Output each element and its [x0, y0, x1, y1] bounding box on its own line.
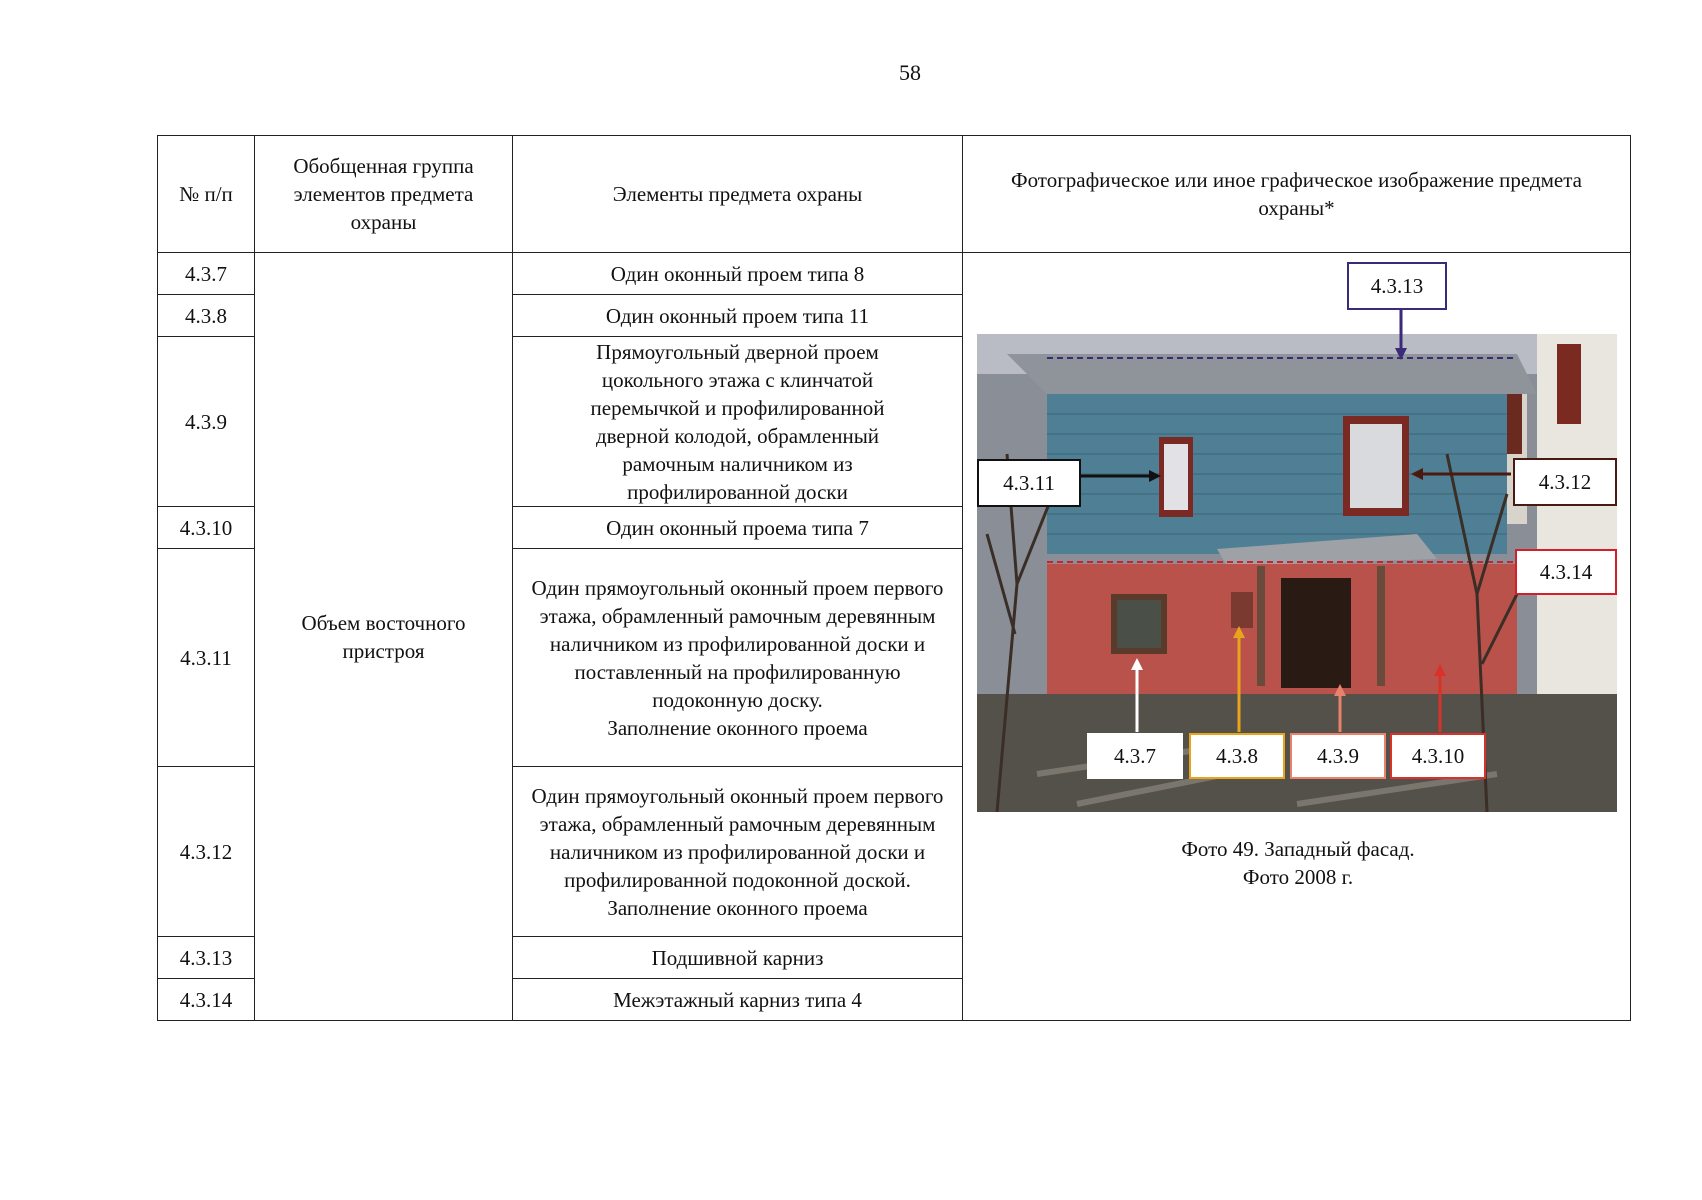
row-num: 4.3.14 [158, 979, 255, 1021]
row-num: 4.3.9 [158, 337, 255, 507]
row-element: Один оконный проема типа 7 [513, 507, 963, 549]
callout-4-3-12: 4.3.12 [1513, 458, 1617, 506]
row-element: Межэтажный карниз типа 4 [513, 979, 963, 1021]
row-num: 4.3.10 [158, 507, 255, 549]
row-num: 4.3.12 [158, 767, 255, 937]
table-row [158, 253, 1631, 295]
row-element: Один оконный проем типа 8 [513, 253, 963, 295]
callout-4-3-7: 4.3.7 [1087, 733, 1183, 779]
group-cell: Объем восточного пристроя [255, 253, 513, 1021]
callout-4-3-8: 4.3.8 [1189, 733, 1285, 779]
page-number: 58 [899, 60, 921, 85]
arrow-4-3-13 [1395, 310, 1407, 360]
header-group: Обобщенная группа элементов предмета охраны [255, 136, 513, 253]
callout-4-3-13: 4.3.13 [1347, 262, 1447, 310]
row-num: 4.3.11 [158, 549, 255, 767]
row-element: Один оконный проем типа 11 [513, 295, 963, 337]
callout-4-3-14: 4.3.14 [1515, 549, 1617, 595]
photo-caption [963, 835, 1633, 891]
callout-4-3-10: 4.3.10 [1390, 733, 1486, 779]
row-element: Прямоугольный дверной проем цокольного этажа с клинчатой перемычкой и профилированной дверной колодой, обрамленный рамочным наличником из профилированной доски [513, 337, 963, 507]
callout-4-3-11: 4.3.11 [977, 459, 1081, 507]
row-element: Подшивной карниз [513, 937, 963, 979]
header-row [158, 136, 1631, 253]
header-elements: Элементы предмета охраны [513, 136, 963, 253]
caption-line-2: Фото 2008 г. [1242, 865, 1354, 889]
row-num: 4.3.13 [158, 937, 255, 979]
protection-table [157, 135, 1631, 1021]
row-num: 4.3.7 [158, 253, 255, 295]
callout-4-3-9: 4.3.9 [1290, 733, 1386, 779]
caption-line-1: Фото 49. Западный фасад. [1181, 837, 1415, 861]
row-element: Один прямоугольный оконный проем первого этажа, обрамленный рамочным деревянным наличником из профилированной доски и поставленный на профилированную подоконную доску. Заполнение оконного проема [513, 549, 963, 767]
header-image: Фотографическое или иное графическое изображение предмета охраны* [963, 136, 1631, 253]
row-element: Один прямоугольный оконный проем первого этажа, обрамленный рамочным деревянным наличником из профилированной доски и профилированной подоконной доской. Заполнение оконного проема [513, 767, 963, 937]
header-num: № п/п [158, 136, 255, 253]
photo-figure [963, 253, 1630, 1018]
photo-cell [963, 253, 1631, 1021]
row-num: 4.3.8 [158, 295, 255, 337]
